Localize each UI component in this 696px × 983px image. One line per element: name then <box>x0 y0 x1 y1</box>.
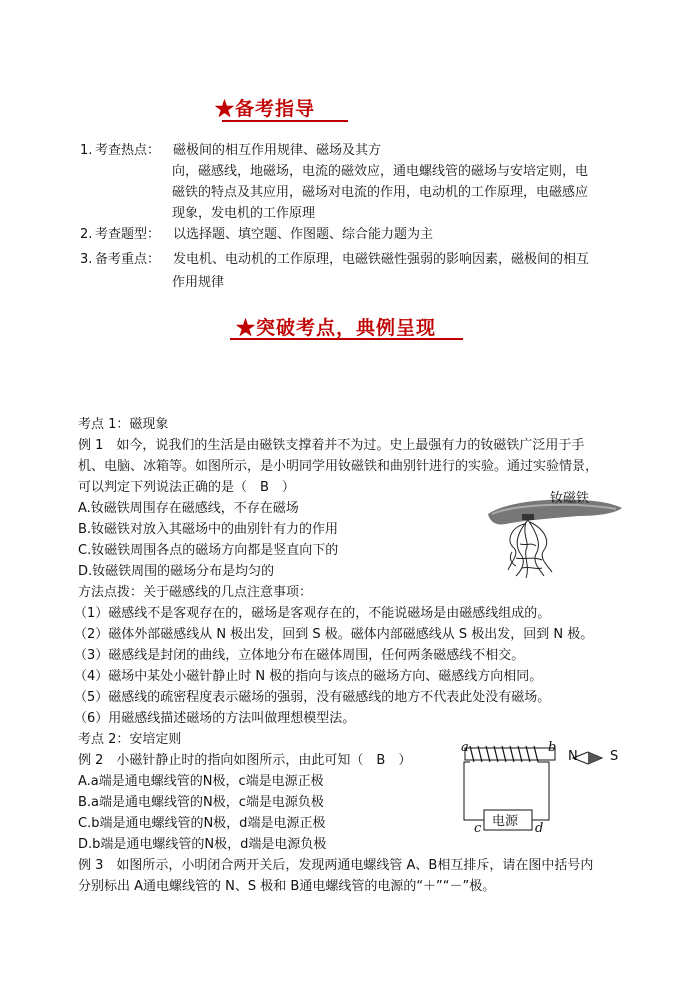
method-item: （4）磁场中某处小磁针静止时 N 极的指向与该点的磁场方向、磁感线方向相同。 <box>74 669 543 684</box>
option-text: B.a端是通电螺线管的N极，c端是电源负极 <box>78 795 324 810</box>
guide-item-label: 考查热点： <box>95 143 161 158</box>
terminal-label-c: c <box>474 821 482 836</box>
method-item: （5）磁感线的疏密程度表示磁场的强弱，没有磁感线的地方不代表此处没有磁场。 <box>74 690 551 705</box>
solenoid-label-b: b <box>548 740 557 755</box>
guide-item-text: 磁极间的相互作用规律、磁场及其方 <box>173 143 382 158</box>
star-icon: ★ <box>236 317 257 339</box>
option-text: A.钕磁铁周围存在磁感线，不存在磁场 <box>78 501 299 516</box>
magnet-label: 钕磁铁 <box>550 491 590 506</box>
power-source-label: 电源 <box>492 814 519 829</box>
guide-item-text: 以选择题、填空题、作图题、综合能力题为主 <box>173 227 434 242</box>
method-item: （3）磁感线是封闭的曲线，立体地分布在磁体周围，任何两条磁感线不相交。 <box>74 648 525 663</box>
guide-item-num: 2. <box>80 227 93 242</box>
guide-item-text: 向，磁感线，地磁场，电流的磁效应，通电螺线管的磁场与安培定则，电 <box>172 164 589 179</box>
section-banner-examples <box>236 313 436 340</box>
section-banner-guide <box>215 94 315 121</box>
question-text: 例 2 小磁针静止时的指向如图所示，由此可知（ B ） <box>78 753 412 768</box>
guide-item-label: 备考重点： <box>95 252 161 267</box>
question-text: 分别标出 A通电螺线管的 N、S 极和 B通电螺线管的电源的“＋”“－”极。 <box>78 879 496 894</box>
banner-title: 突破考点，典例呈现 <box>256 317 437 339</box>
banner-title: 备考指导 <box>235 98 316 120</box>
option-text: D.钕磁铁周围的磁场分布是均匀的 <box>78 564 275 579</box>
guide-item-text: 磁铁的特点及其应用，磁场对电流的作用，电动机的工作原理，电磁感应 <box>172 185 589 200</box>
option-text: D.b端是通电螺线管的N极，d端是电源负极 <box>78 837 327 852</box>
question-text: 例 3 如图所示，小明闭合两开关后，发现两通电螺线管 A、B相互排斥，请在图中括号内 <box>78 858 594 873</box>
method-item: （2）磁体外部磁感线从 N 极出发，回到 S 极。磁体内部磁感线从 S 极出发，回到 N 极。 <box>74 627 594 642</box>
guide-item-num: 3. <box>80 252 93 267</box>
terminal-label-d: d <box>535 821 544 836</box>
topic-heading: 考点 1：磁现象 <box>78 417 169 432</box>
topic-heading: 考点 2：安培定则 <box>78 732 182 747</box>
question-text: 机、电脑、冰箱等。如图所示，是小明同学用钕磁铁和曲别针进行的实验。通过实验情景， <box>78 459 599 474</box>
option-text: A.a端是通电螺线管的N极，c端是电源正极 <box>78 774 324 789</box>
guide-item-text: 作用规律 <box>172 275 225 290</box>
banner-underline <box>222 120 348 122</box>
option-text: C.钕磁铁周围各点的磁场方向都是竖直向下的 <box>78 543 339 558</box>
method-item: （1）磁感线不是客观存在的，磁场是客观存在的，不能说磁场是由磁感线组成的。 <box>74 606 551 621</box>
method-item: （6）用磁感线描述磁场的方法叫做理想模型法。 <box>74 711 356 726</box>
question-text: 例 1 如今，说我们的生活是由磁铁支撑着并不为过。史上最强有力的钕磁铁广泛用于手 <box>78 438 585 453</box>
guide-item-label: 考查题型： <box>95 227 161 242</box>
banner-underline <box>230 338 463 340</box>
solenoid-label-a: a <box>461 740 469 755</box>
guide-item-num: 1. <box>80 143 93 158</box>
method-heading: 方法点拨：关于磁感线的几点注意事项： <box>78 585 313 600</box>
guide-item-text: 现象，发电机的工作原理 <box>172 206 316 221</box>
star-icon: ★ <box>215 98 236 120</box>
compass-label-s: S <box>610 749 619 764</box>
option-text: B.钕磁铁对放入其磁场中的曲别针有力的作用 <box>78 522 339 537</box>
guide-item-text: 发电机、电动机的工作原理，电磁铁磁性强弱的影响因素，磁极间的相互 <box>173 252 590 267</box>
question-text: 可以判定下列说法正确的是（ B ） <box>78 480 295 495</box>
option-text: C.b端是通电螺线管的N极，d端是电源正极 <box>78 816 326 831</box>
compass-label-n: N <box>568 749 578 764</box>
